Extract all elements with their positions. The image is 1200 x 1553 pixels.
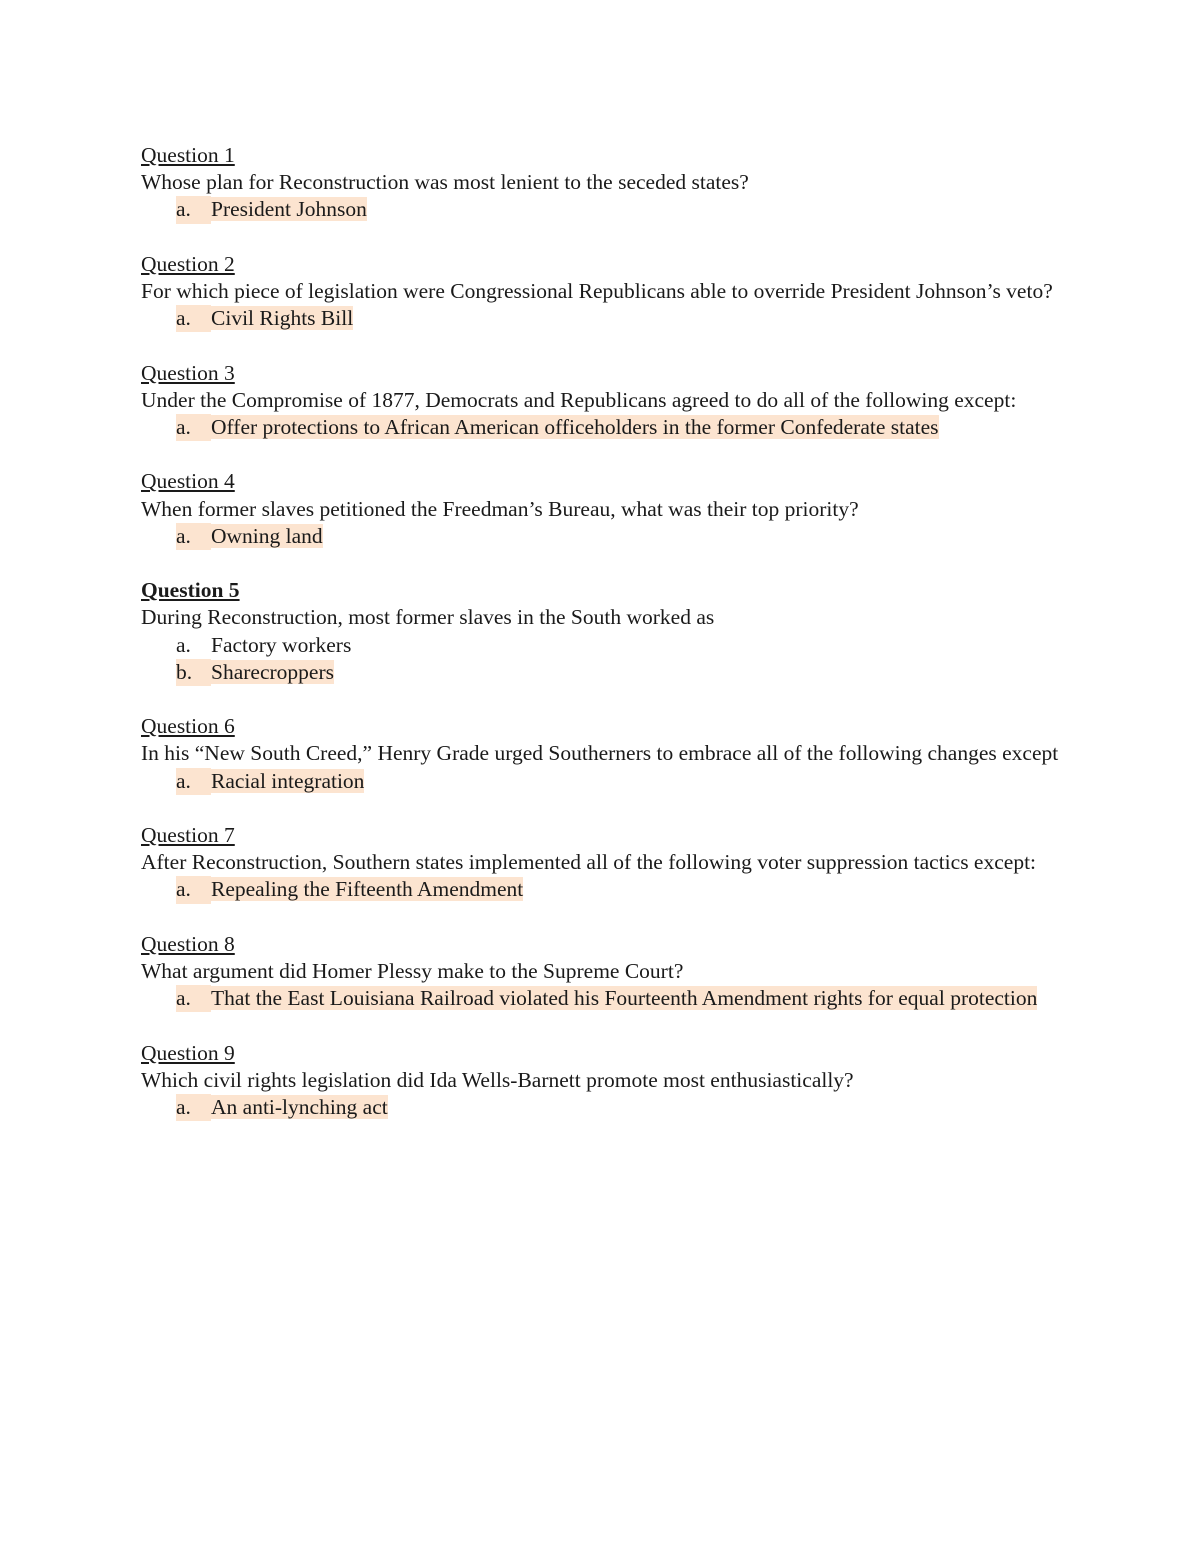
question-block: [141, 251, 1071, 333]
highlighted-answer: [141, 876, 1071, 903]
answer-list: [141, 523, 1071, 550]
highlighted-answer: [141, 523, 1071, 550]
question-block: [141, 577, 1071, 686]
answer-option: [141, 632, 1071, 659]
question-title: Question 8: [141, 931, 235, 956]
question-text: During Reconstruction, most former slaves in the South worked as: [141, 605, 715, 630]
answer-letter: a.: [176, 1094, 211, 1121]
question-title: Question 1: [141, 143, 235, 167]
answer-letter: a.: [176, 768, 211, 795]
answer-letter: a.: [176, 632, 191, 657]
answer-text: Sharecroppers: [211, 659, 334, 684]
question-block: [141, 822, 1071, 904]
question-title: Question 2: [141, 251, 235, 276]
highlighted-answer: [141, 768, 1071, 795]
highlighted-answer: [141, 196, 1071, 223]
answer-letter: a.: [176, 523, 211, 550]
answer-list: [141, 414, 1071, 441]
highlighted-answer: [141, 985, 1071, 1012]
answer-list: [141, 196, 1071, 223]
question-text: When former slaves petitioned the Freedman’s Bureau, what was their top priority?: [141, 496, 859, 521]
question-block: [141, 360, 1071, 442]
answer-letter: a.: [176, 305, 211, 332]
answer-list: [141, 985, 1071, 1012]
question-text: Under the Compromise of 1877, Democrats and Republicans agreed to do all of the following except:: [141, 387, 1017, 412]
highlighted-answer: [141, 659, 1071, 686]
answer-list: [141, 768, 1071, 795]
answer-text: That the East Louisiana Railroad violated his Fourteenth Amendment rights for equal protection: [211, 986, 1038, 1011]
answer-list: [141, 305, 1071, 332]
answer-text: Offer protections to African American officeholders in the former Confederate states: [211, 415, 939, 439]
question-title: Question 4: [141, 469, 235, 494]
question-title: Question 5: [141, 578, 240, 603]
answer-text: President Johnson: [211, 197, 367, 222]
question-title: Question 3: [141, 360, 235, 385]
answer-letter: b.: [176, 659, 211, 686]
question-block: [141, 713, 1071, 795]
highlighted-answer: [141, 1094, 1071, 1121]
question-text: After Reconstruction, Southern states implemented all of the following voter suppression tactics except:: [141, 850, 1037, 875]
question-list: [141, 142, 1071, 1121]
question-block: [141, 468, 1071, 550]
answer-list: [141, 1094, 1071, 1121]
question-text: For which piece of legislation were Congressional Republicans able to override President Johnson’s veto?: [141, 279, 1053, 303]
answer-letter: a.: [176, 196, 211, 223]
answer-text: Civil Rights Bill: [211, 306, 354, 331]
question-title: Question 6: [141, 714, 235, 739]
highlighted-answer: [141, 305, 1071, 332]
answer-letter: a.: [176, 876, 211, 903]
question-title: Question 7: [141, 822, 235, 847]
question-text: Which civil rights legislation did Ida Wells-Barnett promote most enthusiastically?: [141, 1067, 854, 1092]
question-text: What argument did Homer Plessy make to the Supreme Court?: [141, 958, 684, 983]
question-text: Whose plan for Reconstruction was most lenient to the seceded states?: [141, 170, 749, 195]
answer-text: An anti-lynching act: [211, 1094, 388, 1119]
answer-text: Racial integration: [211, 768, 365, 793]
answer-text: Owning land: [211, 523, 323, 548]
question-title: Question 9: [141, 1040, 235, 1065]
answer-letter: a.: [176, 414, 211, 441]
highlighted-answer: [141, 414, 1071, 441]
answer-list: [141, 876, 1071, 903]
question-block: [141, 1040, 1071, 1122]
answer-text: Repealing the Fifteenth Amendment: [211, 877, 524, 902]
answer-list: [141, 632, 1071, 686]
answer-letter: a.: [176, 985, 211, 1012]
document-page: [141, 142, 1071, 1148]
question-block: [141, 142, 1071, 224]
answer-text: Factory workers: [211, 632, 352, 657]
question-text: In his “New South Creed,” Henry Grade urged Southerners to embrace all of the following changes except: [141, 741, 1059, 766]
question-block: [141, 931, 1071, 1013]
